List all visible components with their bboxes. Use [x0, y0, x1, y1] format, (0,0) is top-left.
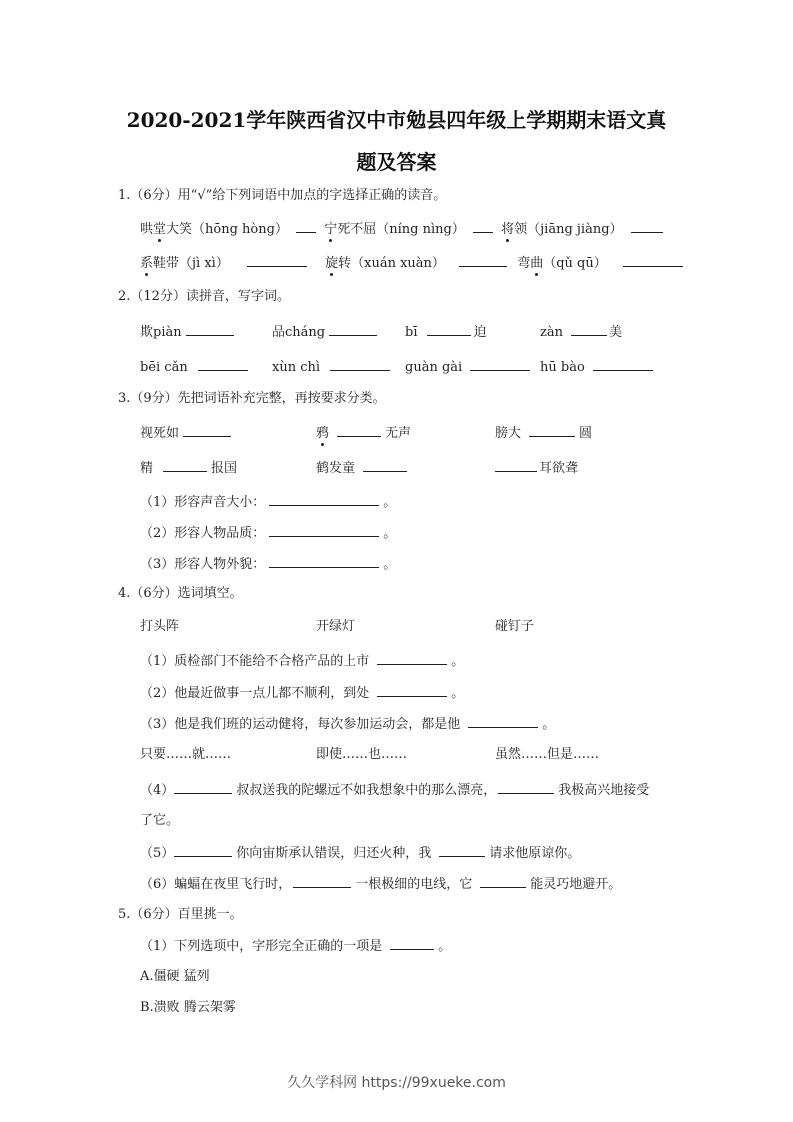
q4-sentence-2 — [140, 683, 464, 703]
q2-item-5 — [140, 357, 252, 377]
q2-item-2-blank[interactable] — [329, 322, 377, 336]
q1-item-1-pre: 哄 — [140, 222, 154, 237]
q2-item-8-blank[interactable] — [593, 357, 653, 371]
q4-sentence-2-blank[interactable] — [377, 683, 447, 697]
q1-item-2-post: 死不屈（níng nìng） — [337, 222, 465, 237]
q2-item-7-text: guàn gài — [405, 360, 463, 375]
q4-sentence-3-end: 。 — [542, 717, 556, 732]
q4-sentence-4-cont: 了它。 — [140, 813, 180, 828]
q4-sentence-4-blank-2[interactable] — [498, 780, 554, 794]
q3-item-3 — [495, 423, 592, 443]
q4-sentence-4 — [140, 780, 649, 800]
q1-item-5-blank[interactable] — [459, 253, 507, 267]
q3-item-3-post: 圆 — [579, 426, 593, 441]
q4-sentence-6 — [140, 874, 621, 894]
q4-sentence-5 — [140, 843, 580, 863]
q1-item-6-blank[interactable] — [623, 253, 683, 267]
q4-sentence-1-blank[interactable] — [377, 651, 447, 665]
q5-option-b[interactable]: B.溃败 腾云架雾 — [140, 1000, 236, 1015]
q1-item-4-blank[interactable] — [247, 253, 307, 267]
q3-sub-2-end: 。 — [383, 526, 397, 541]
q1-item-1-dotted: 堂 — [153, 222, 167, 237]
q1-item-2-blank[interactable] — [473, 219, 493, 233]
q3-item-2 — [316, 423, 411, 443]
q3-sub-2 — [140, 523, 396, 543]
q3-sub-2-text: （2）形容人物品质： — [140, 526, 266, 541]
q1-item-1-post: 大笑（hōng hòng） — [166, 222, 288, 237]
q4-sentence-2-end: 。 — [451, 686, 465, 701]
q4-sentence-6-text: （6）蝙蝠在夜里飞行时， — [140, 877, 292, 892]
q4-sentence-5-blank-1[interactable] — [174, 843, 232, 857]
q4-sentence-6-text-3: 能灵巧地避开。 — [530, 877, 622, 892]
q3-item-3-pre: 膀大 — [495, 426, 522, 441]
q4-sentence-5-text: 你向宙斯承认错误，归还火种，我 — [236, 846, 432, 861]
q1-item-1-blank[interactable] — [296, 219, 316, 233]
q5-sub-1-blank[interactable] — [390, 936, 434, 950]
q3-sub-3-text: （3）形容人物外貌： — [140, 557, 266, 572]
q3-sub-3-end: 。 — [383, 557, 397, 572]
q4-connective-2: 即使……也…… — [316, 747, 408, 762]
q4-sentence-6-blank-2[interactable] — [480, 874, 526, 888]
q4-sentence-4-blank-1[interactable] — [174, 780, 232, 794]
document-title-line-2: 题及答案 — [356, 150, 437, 174]
q1-row-2 — [140, 253, 687, 273]
q1-item-3-blank[interactable] — [631, 219, 663, 233]
q2-item-3 — [405, 322, 487, 342]
q3-item-1 — [140, 423, 235, 443]
q1-item-3-dotted: 将 — [501, 222, 515, 237]
q2-item-8-text: hū bào — [540, 360, 585, 375]
q4-sentence-4-text-2: 我极高兴地接受 — [558, 783, 650, 798]
q3-sub-2-blank[interactable] — [269, 523, 379, 537]
q1-item-4-dotted: 系 — [140, 256, 154, 271]
q1-item-3-post: 领（jiāng jiàng） — [514, 222, 623, 237]
q3-item-5-pre: 鹤发童 — [316, 461, 356, 476]
q4-word-3: 碰钉子 — [495, 619, 535, 634]
q2-item-6-blank[interactable] — [330, 357, 390, 371]
q2-item-1 — [140, 322, 238, 342]
q2-item-3-text: bī — [405, 325, 418, 340]
q4-word-2: 开绿灯 — [316, 619, 356, 634]
q1-item-4-post: 鞋带（jì xì） — [153, 256, 229, 271]
q3-item-4-blank[interactable] — [163, 458, 207, 472]
q3-item-2-blank[interactable] — [337, 423, 381, 437]
q2-item-7-blank[interactable] — [470, 357, 530, 371]
q3-sub-1 — [140, 492, 396, 512]
q4-sentence-2-text: （2）他最近做事一点儿都不顺利，到处 — [140, 686, 370, 701]
q3-stem: 3.（9分）先把词语补充完整，再按要求分类。 — [118, 391, 386, 406]
q3-item-5-blank[interactable] — [363, 458, 407, 472]
q2-item-8 — [540, 357, 657, 377]
q3-sub-1-text: （1）形容声音大小： — [140, 495, 266, 510]
q4-sentence-4-num: （4） — [140, 783, 175, 798]
q3-item-4 — [140, 458, 237, 478]
q2-item-4-suffix: 美 — [608, 325, 622, 340]
q1-item-6-pre: 弯 — [517, 256, 531, 271]
q1-stem: 1.（6分）用“√”给下列词语中加点的字选择正确的读音。 — [118, 188, 447, 203]
q2-item-1-text: 欺piàn — [140, 325, 182, 340]
q1-row-1 — [140, 219, 667, 239]
q3-item-4-pre: 精 — [140, 461, 154, 476]
q1-item-5-post: 转（xuán xuàn） — [338, 256, 445, 271]
document-title-line-1: 2020-2021学年陕西省汉中市勉县四年级上学期期末语文真 — [126, 108, 667, 132]
q3-item-6-post: 耳欲聋 — [539, 461, 579, 476]
q3-item-6-blank[interactable] — [495, 458, 537, 472]
q3-sub-3 — [140, 554, 396, 574]
q3-item-4-post: 报国 — [211, 461, 238, 476]
q3-item-2-post: 无声 — [385, 426, 412, 441]
q4-word-1: 打头阵 — [140, 619, 180, 634]
q3-sub-3-blank[interactable] — [269, 554, 379, 568]
q3-sub-1-blank[interactable] — [269, 492, 379, 506]
q2-item-6 — [272, 357, 394, 377]
q1-item-6-dotted: 曲 — [530, 256, 544, 271]
q2-item-4-text: zàn — [540, 325, 563, 340]
q5-sub-1-end: 。 — [438, 939, 452, 954]
q5-sub-1 — [140, 936, 451, 956]
q3-item-1-pre: 视死如 — [140, 426, 180, 441]
q2-item-5-blank[interactable] — [198, 357, 248, 371]
q2-item-2-text: 品cháng — [272, 325, 326, 340]
footer-watermark: 久久学科网 https://99xueke.com — [287, 1075, 506, 1091]
q1-item-5-dotted: 旋 — [325, 256, 339, 271]
q2-item-6-text: xùn chì — [272, 360, 321, 375]
q4-sentence-5-num: （5） — [140, 846, 175, 861]
q3-item-2-pre: 鸦 — [316, 426, 330, 441]
q5-option-a[interactable]: A.僵硬 猛列 — [140, 969, 210, 984]
q2-item-4 — [540, 322, 622, 342]
q4-connective-1: 只要……就…… — [140, 747, 232, 762]
q2-stem: 2.（12分）读拼音，写字词。 — [118, 289, 290, 304]
q2-item-2 — [272, 322, 381, 342]
q4-connective-3: 虽然……但是…… — [495, 747, 600, 762]
q4-sentence-3-blank[interactable] — [468, 714, 538, 728]
q4-sentence-1-end: 。 — [451, 654, 465, 669]
q1-item-2-dotted: 宁 — [324, 222, 338, 237]
q2-item-3-blank[interactable] — [427, 322, 471, 336]
q3-item-3-blank[interactable] — [529, 423, 575, 437]
q5-sub-1-text: （1）下列选项中，字形完全正确的一项是 — [140, 939, 383, 954]
q4-sentence-1-text: （1）质检部门不能给不合格产品的上市 — [140, 654, 370, 669]
q1-item-6-post: （qǔ qū） — [543, 256, 607, 271]
q5-stem: 5.（6分）百里挑一。 — [118, 907, 243, 922]
q4-sentence-4-text: 叔叔送我的陀螺远不如我想象中的那么漂亮， — [236, 783, 497, 798]
q4-sentence-6-text-2: 一根极细的电线，它 — [355, 877, 473, 892]
q4-sentence-3-text: （3）他是我们班的运动健将，每次参加运动会，都是他 — [140, 717, 461, 732]
q3-item-6 — [495, 458, 578, 478]
q4-sentence-5-blank-2[interactable] — [439, 843, 485, 857]
q4-sentence-5-text-2: 请求他原谅你。 — [489, 846, 581, 861]
q2-item-7 — [405, 357, 534, 377]
q4-sentence-6-blank-1[interactable] — [293, 874, 351, 888]
q4-sentence-3 — [140, 714, 555, 734]
q2-item-3-suffix: 迫 — [473, 325, 487, 340]
q2-item-4-blank[interactable] — [571, 322, 607, 336]
q2-item-5-text: bēi cǎn — [140, 360, 188, 375]
q2-item-1-blank[interactable] — [186, 322, 234, 336]
q3-sub-1-end: 。 — [383, 495, 397, 510]
q4-stem: 4.（6分）选词填空。 — [118, 586, 243, 601]
q4-sentence-1 — [140, 651, 464, 671]
q3-item-1-blank[interactable] — [183, 423, 231, 437]
q3-item-5 — [316, 458, 411, 478]
